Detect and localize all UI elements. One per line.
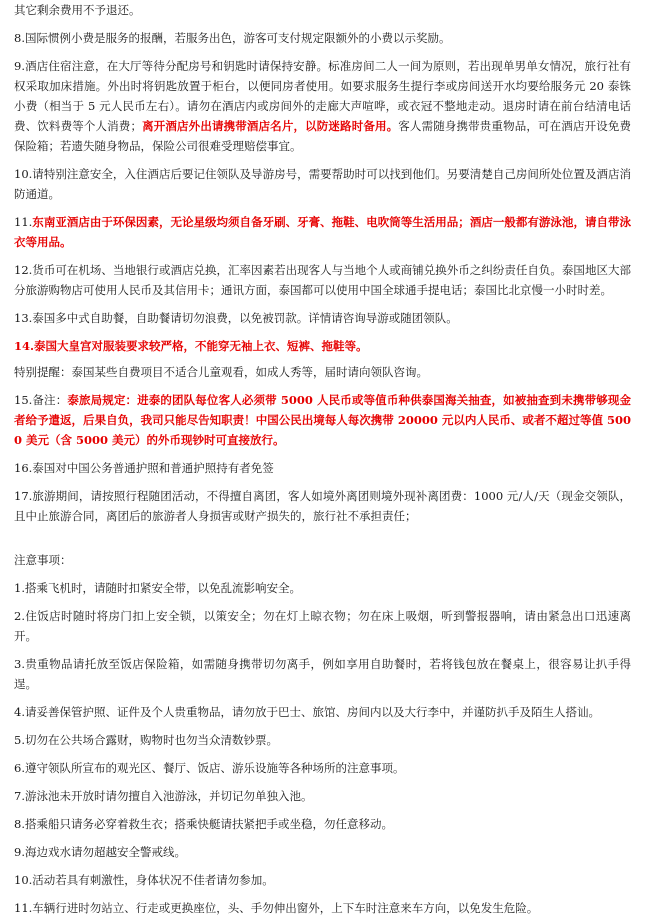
- item-10: 10.请特别注意安全，入住酒店后要记住领队及导游房号，需要帮助时可以找到他们。另要清楚自己房间所处位置及酒店消防通道。: [14, 167, 631, 201]
- special-reminder: 特别提醒：泰国某些自费项目不适合儿童观看，如成人秀等，届时请向领队咨询。: [14, 365, 428, 379]
- note-2: 2.住饭店时随时将房门扣上安全锁，以策安全；勿在灯上晾衣物；勿在床上吸烟，听到警报器响，请由紧急出口迅速离开。: [14, 609, 631, 643]
- item-11-number: 11.: [14, 215, 33, 229]
- item-12: 12.货币可在机场、当地银行或酒店兑换，汇率因素若出现客人与当地个人或商铺兑换外币之纠纷责任自负。泰国地区大部分旅游购物店可使用人民币及其信用卡；通讯方面，泰国都可以使用中国全球通手提电话；泰国比北京慢一小时时差。: [14, 263, 631, 297]
- item-13: 13.泰国多中式自助餐，自助餐请切勿浪费，以免被罚款。详情请咨询导游或随团领队。: [14, 311, 458, 325]
- note-5: 5.切勿在公共场合露财，购物时也勿当众清数钞票。: [14, 733, 278, 747]
- item-15-label: 15.备注：: [14, 393, 68, 407]
- note-11: 11.车辆行进时勿站立、行走或更换座位，头、手勿伸出窗外，上下车时注意来车方向，以免发生危险。: [14, 901, 539, 915]
- note-10: 10.活动若具有刺激性，身体状况不佳者请勿参加。: [14, 873, 274, 887]
- item-11: [14, 212, 631, 252]
- note-8: 8.搭乘船只请务必穿着救生衣；搭乘快艇请扶紧把手或坐稳，勿任意移动。: [14, 817, 393, 831]
- note-9: 9.海边戏水请勿超越安全警戒线。: [14, 845, 186, 859]
- item-17: 17.旅游期间，请按照行程随团活动，不得擅自离团，客人如境外离团则境外现补离团费：1000 元/人/天（现金交领队，且中止旅游合同，离团后的旅游者人身损害或财产损失的，旅行社不承担责任；: [14, 489, 631, 523]
- item-15-warning: 泰旅局规定：进泰的团队每位客人必须带 5000 人民币或等值币种供泰国海关抽查，如被抽查到未携带够现金者给予遣返，后果自负，我司只能尽告知职责！中国公民出境每人每次携带 20000 元以内人民币、或者不超过等值 5000 美元（含 5000 美元）的外币现钞时可直接放行。: [14, 393, 631, 447]
- note-6: 6.遵守领队所宣布的观光区、餐厅、饭店、游乐设施等各种场所的注意事项。: [14, 761, 405, 775]
- item-14: 14.泰国大皇宫对服装要求较严格，不能穿无袖上衣、短裤、拖鞋等。: [14, 339, 368, 353]
- item-9-warning: 离开酒店外出请携带酒店名片，以防迷路时备用。: [141, 119, 399, 133]
- note-4: 4.请妥善保管护照、证件及个人贵重物品，请勿放于巴士、旅馆、房间内以及大行李中，并谨防扒手及陌生人搭讪。: [14, 705, 600, 719]
- notes-heading: 注意事项：: [14, 553, 72, 567]
- item-15: [14, 390, 631, 450]
- item-16: 16.泰国对中国公务普通护照和普通护照持有者免签: [14, 461, 274, 475]
- item-9-text-b: 客人需随身携带贵重物品，可在酒店开设免费保险箱；若遗失随身物品，保险公司很难受理赔偿事宜。: [14, 119, 632, 153]
- note-1: 1.搭乘飞机时，请随时扣紧安全带，以免乱流影响安全。: [14, 581, 301, 595]
- note-7: 7.游泳池未开放时请勿擅自入池游泳，并切记勿单独入池。: [14, 789, 313, 803]
- item-11-warning: 东南亚酒店由于环保因素，无论星级均须自备牙刷、牙膏、拖鞋、电吹筒等生活用品；酒店一般都有游泳池，请自带泳衣等用品。: [14, 215, 631, 249]
- item-9-text-a: 9.酒店住宿注意，在大厅等待分配房号和钥匙时请保持安静。标准房间二人一间为原则，若出现单男单女情况，旅行社有权采取加床措施。外出时将钥匙放置于柜台，以便同房者使用。如要求服务生提行李或房间送开水均要给服务元 20 泰铢小费（相当于 5 元人民币左右）。请勿在酒店内或房间外的走廊大声喧哗，或衣冠不整地走动。退房时请在前台结清电话费、饮料费等个人消费；: [14, 59, 631, 133]
- item-8: 8.国际惯例小费是服务的报酬，若服务出色，游客可支付规定限额外的小费以示奖励。: [14, 31, 451, 45]
- item-9: [14, 56, 631, 156]
- note-3: 3.贵重物品请托放至饭店保险箱，如需随身携带切勿离手，例如享用自助餐时，若将钱包放在餐桌上，很容易让扒手得逞。: [14, 657, 631, 691]
- top-line: 其它剩余费用不予退还。: [14, 3, 141, 17]
